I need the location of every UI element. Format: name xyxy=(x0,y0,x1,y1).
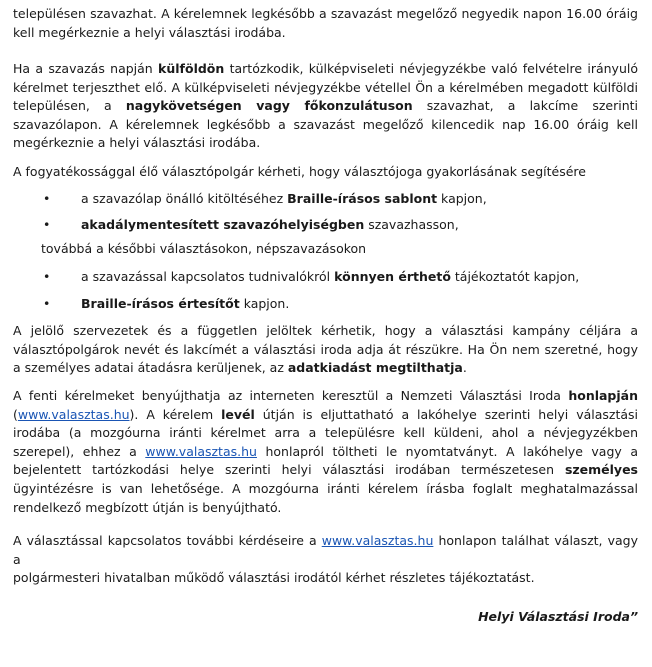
text-line: ügyintézésre is van lehetősége. A mozgóurna iránti kérelem írásba foglalt meghatalmazással xyxy=(13,480,638,496)
bullet-marker: • xyxy=(43,296,51,311)
text-line: Ha a szavazás napján külföldön tartózkodik, külképviseleti névjegyzékbe való felvételre irányuló xyxy=(13,61,638,76)
text-line: (www.valasztas.hu). A kérelem levél útján is eljuttatható a lakóhelye szerinti helyi választási xyxy=(13,406,638,422)
list-item: • a szavazással kapcsolatos tudnivalókról könnyen érthető tájékoztatót kapjon, xyxy=(43,269,580,284)
text-line: A jelölő szervezetek és a független jelöltek kérhetik, hogy a választási kampány céljára a xyxy=(13,323,638,338)
paragraph-data-release xyxy=(13,322,638,378)
list-item: • a szavazólap önálló kitöltéséhez Braille-írásos sablont kapjon, xyxy=(43,191,487,206)
bold-data-ban: adatkiadást megtilthatja xyxy=(287,360,463,376)
text-line: településen, a nagykövetségen vagy főkonzulátuson szavazhat, a lakcíme szerinti xyxy=(13,98,639,114)
paragraph-submission xyxy=(13,387,638,517)
bullet-marker: • xyxy=(43,269,51,284)
text-line: választópolgárok nevét és lakcímét a választási iroda adja át részükre. Ha Ön nem szeretné, hogy xyxy=(13,341,638,357)
website-link[interactable]: www.valasztas.hu xyxy=(17,406,130,422)
text-line: polgármesteri hivatalban működő választási irodától kérhet részletes tájékoztatást. xyxy=(13,570,535,586)
bullet-marker: • xyxy=(43,191,51,206)
website-link[interactable]: www.valasztas.hu xyxy=(145,443,257,459)
text-line: szerepel), ehhez a www.valasztas.hu honlapról töltheti le nyomtatványt. A lakóhelye vagy a xyxy=(13,443,638,459)
text-line: kell megérkeznie a helyi választási irodába. xyxy=(13,24,286,40)
text-line: bejelentett tartózkodási helye szerinti helyi választási irodában természetesen személyes xyxy=(13,462,638,478)
paragraph-abroad-voting xyxy=(13,60,638,153)
text-line: A választással kapcsolatos további kérdéseire a www.valasztas.hu honlapon találhat választ, vagy a xyxy=(13,533,638,567)
text-line: A fenti kérelmeket benyújthatja az interneten keresztül a Nemzeti Választási Iroda honlapján xyxy=(13,388,638,403)
bullet-marker: • xyxy=(43,217,51,232)
website-link[interactable]: www.valasztas.hu xyxy=(321,533,434,548)
text-line: irodába (a mozgóurna iránti kérelmet arra a településre kell küldeni, ahol a névjegyzékben xyxy=(13,425,638,441)
paragraph-later-elections xyxy=(41,240,638,259)
text-line: rendelkező megbízott útján is benyújtható. xyxy=(13,499,282,515)
signature: Helyi Választási Iroda” xyxy=(478,609,638,624)
text-line: kérelmet terjeszthet elő. A külképviseleti névjegyzékbe vétellel Ön a kérelmében megadott külföldi xyxy=(13,79,638,95)
text-line: A fogyatékossággal élő választópolgár kérheti, hogy választójoga gyakorlásának segítésére xyxy=(13,164,586,179)
bold-embassy: nagykövetségen vagy főkonzulátuson xyxy=(125,98,413,114)
paragraph-disability xyxy=(13,163,638,182)
text-line: továbbá a későbbi választásokon, népszavazásokon xyxy=(41,241,367,256)
list-item: • akadálymentesített szavazóhelyiségben szavazhasson, xyxy=(43,217,459,232)
text-line: a személyes adatai átadásra kerüljenek, az adatkiadást megtilthatja. xyxy=(13,360,467,376)
text-line: megérkeznie a helyi választási irodába. xyxy=(13,135,261,151)
list-item: • Braille-írásos értesítőt kapjon. xyxy=(43,296,290,311)
bold-abroad: külföldön xyxy=(158,61,225,76)
text-line: szavazólapon. A kérelemnek legkésőbb a szavazást megelőző kilencedik nap 16.00 óráig kell xyxy=(13,116,638,132)
paragraph-further-questions xyxy=(13,532,638,588)
paragraph-voting-deadline xyxy=(13,5,638,42)
text-line: településen szavazhat. A kérelemnek legkésőbb a szavazást megelőző negyedik napon 16.00 óráig xyxy=(13,6,638,21)
